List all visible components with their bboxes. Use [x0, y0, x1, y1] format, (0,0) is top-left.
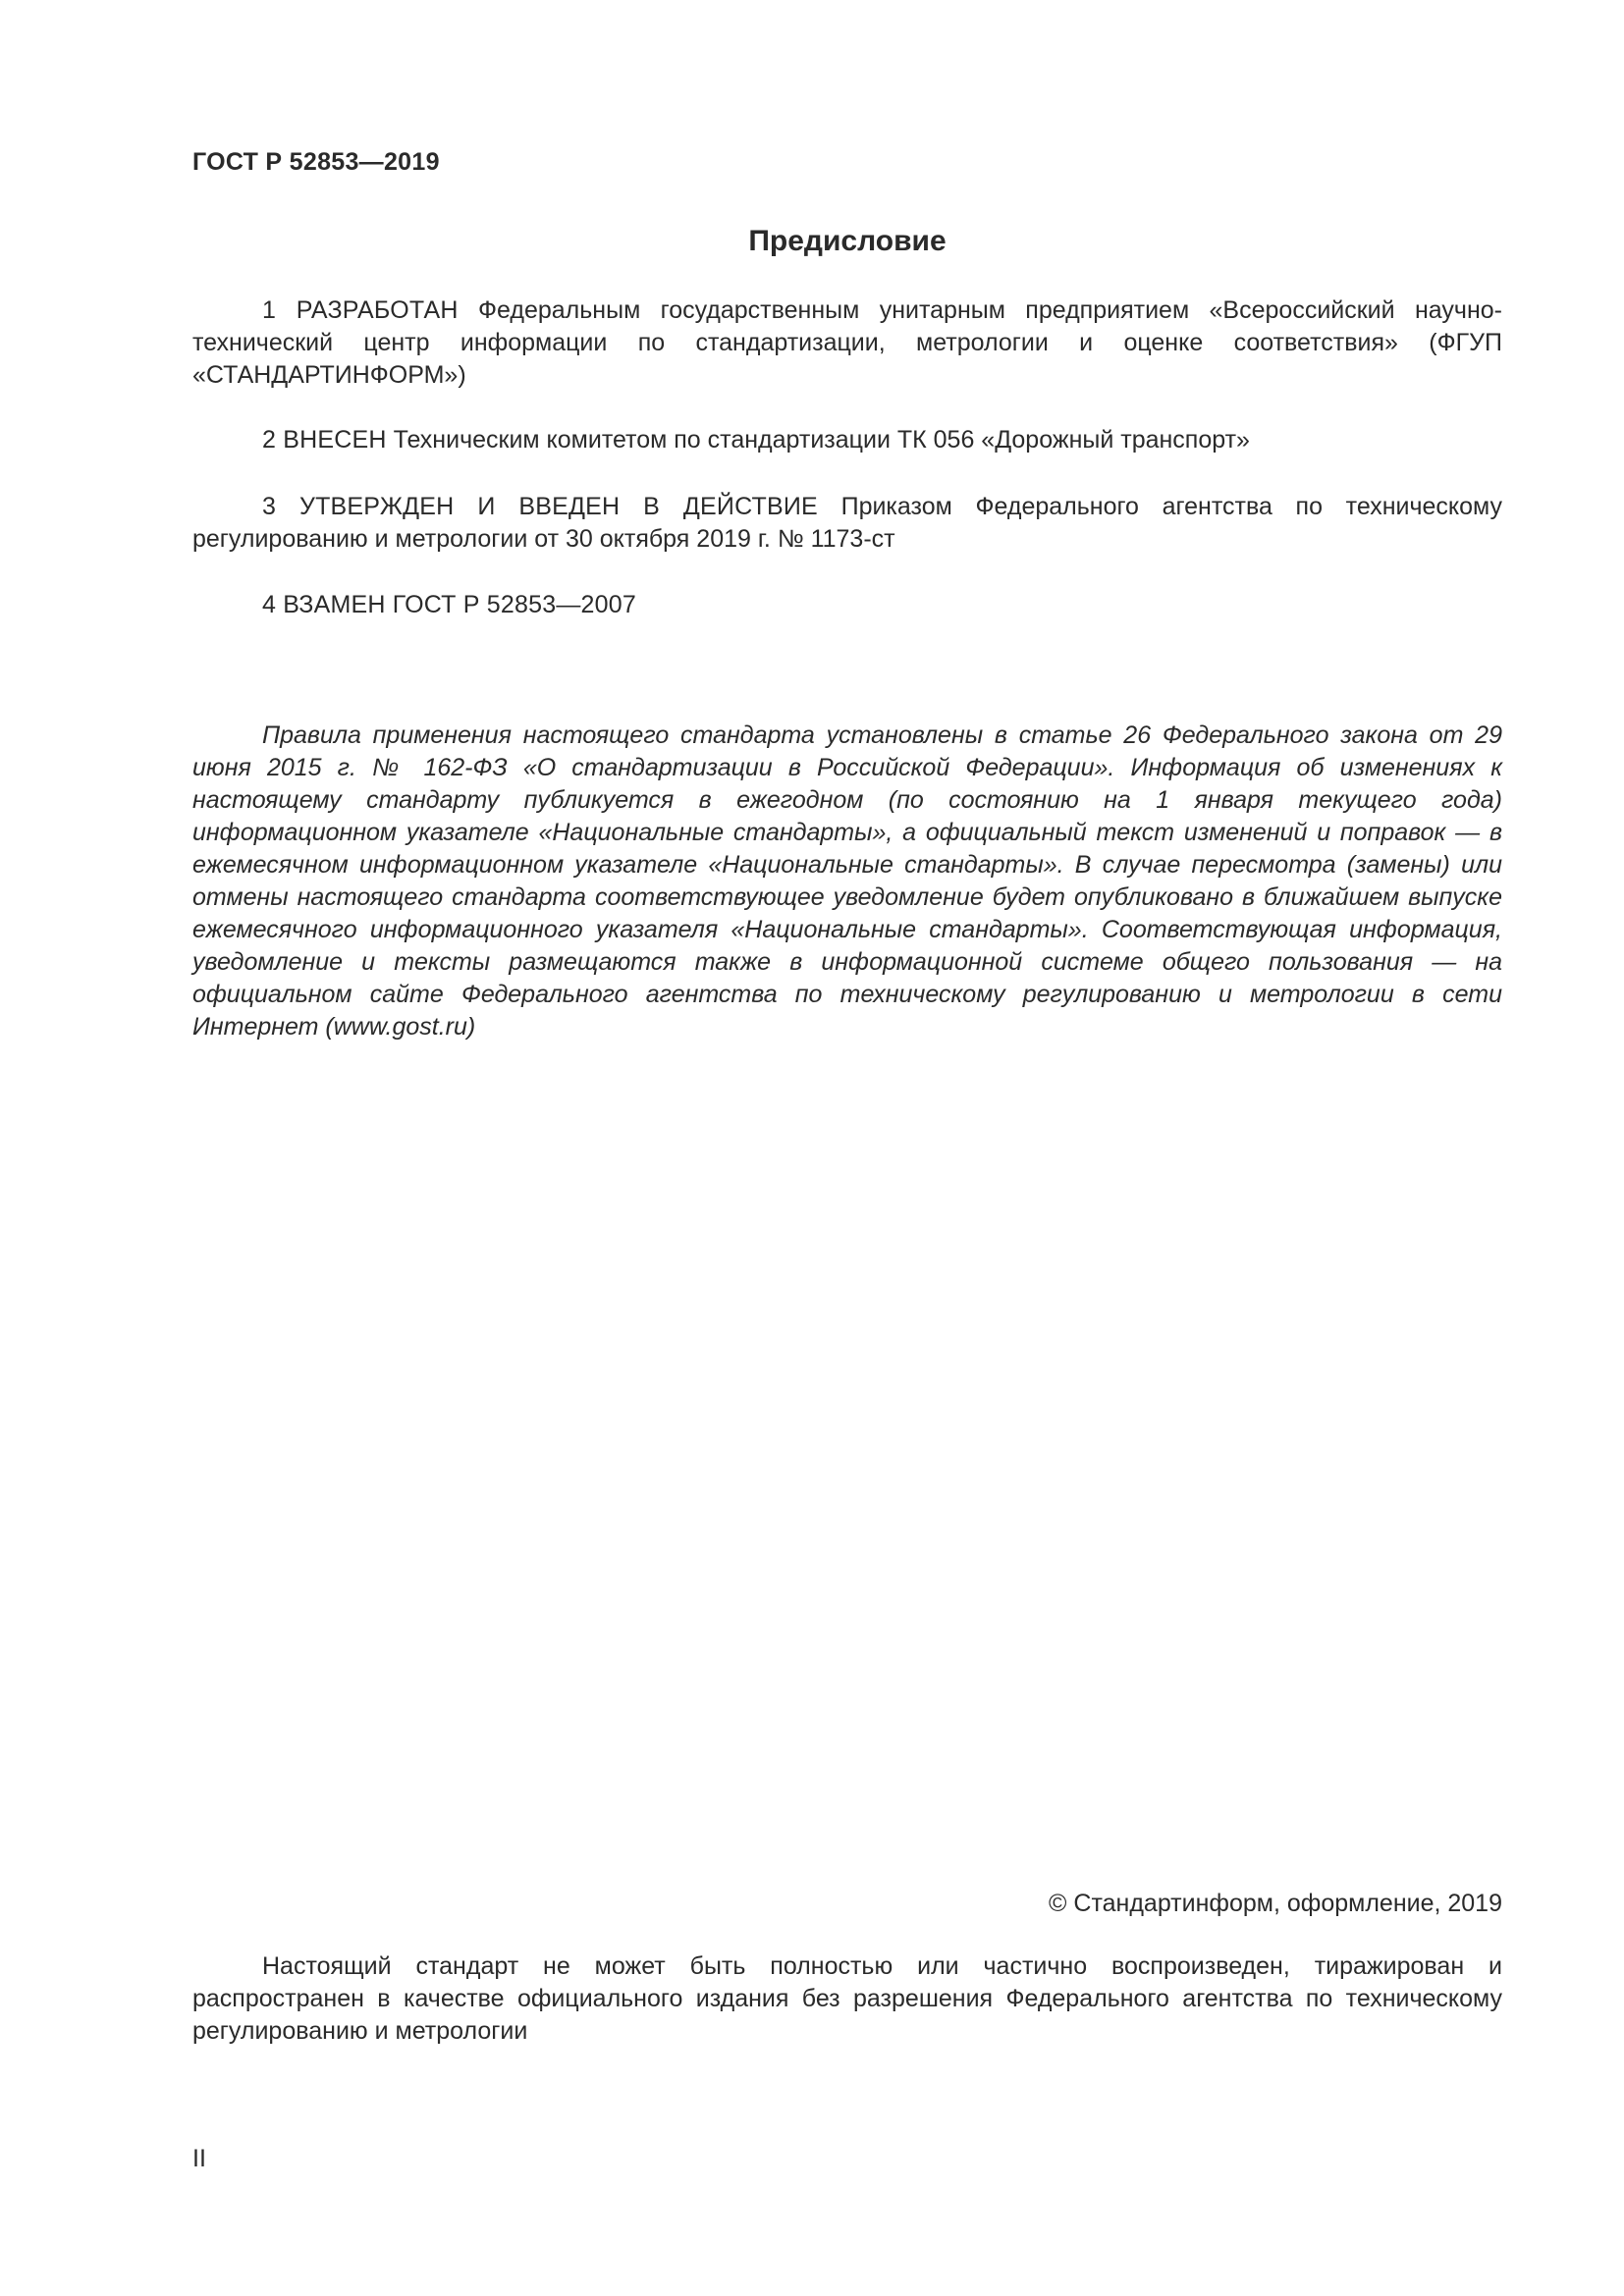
- preface-item-2: [192, 424, 1502, 456]
- preface-item-4-lead: 4 ВЗАМЕН ГОСТ Р 52853—2007: [262, 591, 636, 618]
- document-code: ГОСТ Р 52853—2019: [192, 148, 440, 176]
- preface-item-3-text: Приказом Федерального агентства по техническому регулированию и метрологии от 30 октября 2019 г. № 1173-ст: [192, 493, 1502, 553]
- page-number: II: [192, 2145, 206, 2172]
- copyright-line: © Стандартинформ, оформление, 2019: [1049, 1890, 1502, 1917]
- preface-item-3: [192, 491, 1502, 556]
- preface-item-1-lead: 1 РАЗРАБОТАН: [262, 296, 459, 324]
- section-title: Предисловие: [748, 225, 947, 257]
- preface-item-2-text: Техническим комитетом по стандартизации ТК 056 «Дорожный транспорт»: [386, 426, 1250, 454]
- preface-item-4: [192, 589, 1502, 621]
- rules-notice: Правила применения настоящего стандарта установлены в статье 26 Федерального закона от 29 июня 2015 г. № 162-ФЗ «О стандартизации в Российской Федерации». Информация об изменениях к настоящему стандарту публикуется в ежегодном (по состоянию на 1 января текущего года) информационном указателе «Национальные стандарты», а официальный текст изменений и поправок — в ежемесячном информационном указателе «Национальные стандарты». В случае пересмотра (замены) или отмены настоящего стандарта соответствующее уведомление будет опубликовано в ближайшем выпуске ежемесячного информационного указателя «Национальные стандарты». Соответствующая информация, уведомление и тексты размещаются также в информационной системе общего пользования — на официальном сайте Федерального агентства по техническому регулированию и метрологии в сети Интернет (www.gost.ru): [192, 721, 1502, 1041]
- reproduction-notice: Настоящий стандарт не может быть полностью или частично воспроизведен, тиражирован и распространен в качестве официального издания без разрешения Федерального агентства по техническому регулированию и метрологии: [192, 1952, 1502, 2045]
- preface-item-3-lead: 3 УТВЕРЖДЕН И ВВЕДЕН В ДЕЙСТВИЕ: [262, 493, 818, 520]
- preface-item-1-text: Федеральным государственным унитарным предприятием «Всероссийский научно-технический центр информации по стандартизации, метрологии и оценке соответствия» (ФГУП «СТАНДАРТИНФОРМ»): [192, 296, 1502, 389]
- preface-item-1: [192, 294, 1502, 392]
- preface-item-2-lead: 2 ВНЕСЕН: [262, 426, 387, 454]
